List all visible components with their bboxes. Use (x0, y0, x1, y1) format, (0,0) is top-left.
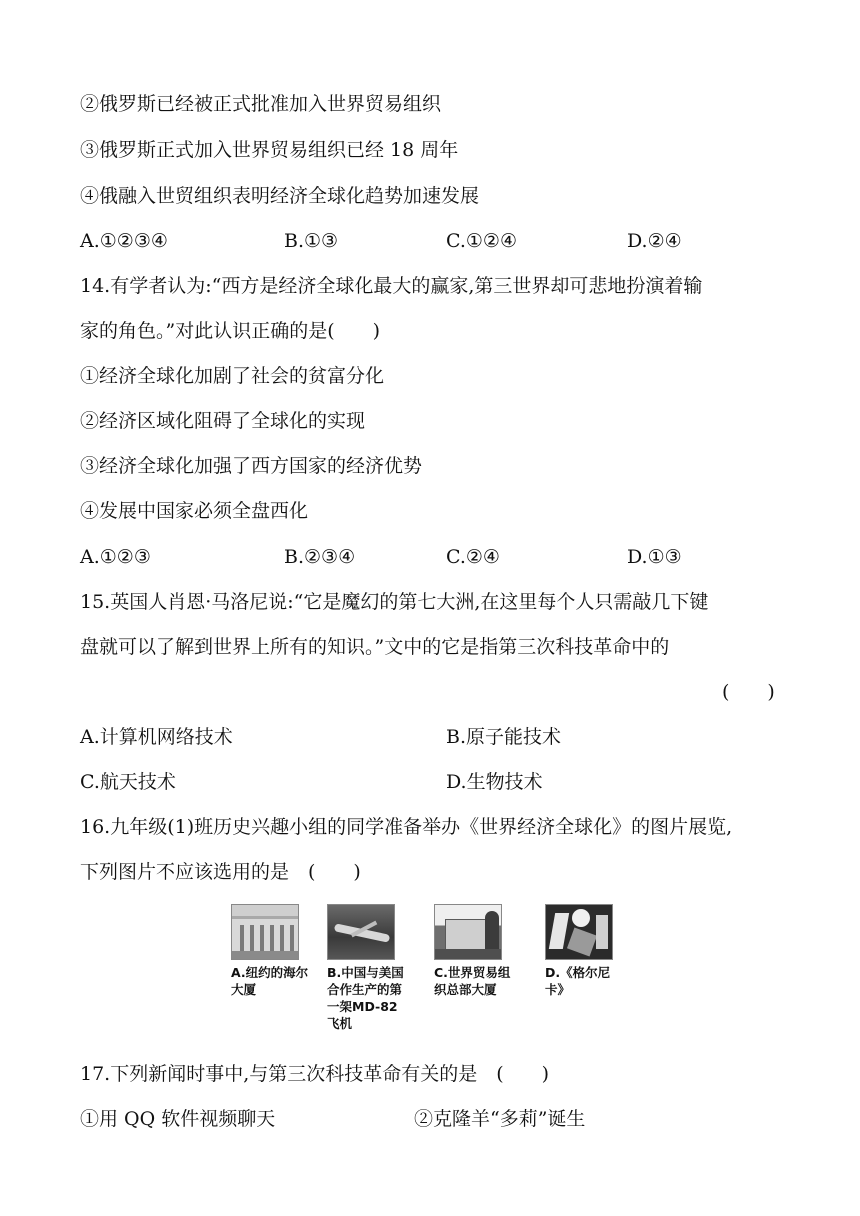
q16-stem-line2: 下列图片不应该选用的是 ( ) (80, 861, 361, 883)
airplane-photo-icon (327, 904, 395, 960)
q15-stem-line1: 15.英国人肖恩·马洛尼说:“它是魔幻的第七大洲,在这里每个人只需敲几下键 (80, 591, 709, 613)
building-photo-icon (231, 904, 299, 960)
q17-stem: 17.下列新闻时事中,与第三次科技革命有关的是 ( ) (80, 1063, 550, 1085)
q14-item-1: ①经济全球化加剧了社会的贫富分化 (80, 365, 385, 387)
q15-option-c[interactable]: C.航天技术 (80, 771, 176, 793)
q13-option-a[interactable]: A.①②③④ (80, 230, 168, 252)
q16-picture-b-caption: B.中国与美国合作生产的第一架MD-82飞机 (327, 965, 404, 1031)
q13-item-4: ④俄融入世贸组织表明经济全球化趋势加速发展 (80, 185, 480, 207)
q16-picture-a[interactable] (231, 904, 309, 998)
q13-option-c[interactable]: C.①②④ (446, 230, 517, 252)
wto-building-photo-icon (434, 904, 502, 960)
q14-option-a[interactable]: A.①②③ (80, 546, 151, 568)
q13-item-3: ③俄罗斯正式加入世界贸易组织已经 18 周年 (80, 139, 459, 161)
q14-option-b[interactable]: B.②③④ (284, 546, 356, 568)
q14-item-2: ②经济区域化阻碍了全球化的实现 (80, 410, 366, 432)
q14-option-c[interactable]: C.②④ (446, 546, 500, 568)
q16-picture-a-caption: A.纽约的海尔大厦 (231, 965, 309, 997)
painting-photo-icon (545, 904, 613, 960)
q14-stem-line1: 14.有学者认为:“西方是经济全球化最大的赢家,第三世界却可悲地扮演着输 (80, 275, 703, 297)
q15-stem-line2: 盘就可以了解到世界上所有的知识。”文中的它是指第三次科技革命中的 (80, 636, 670, 658)
q15-option-a[interactable]: A.计算机网络技术 (80, 726, 233, 748)
q13-option-b[interactable]: B.①③ (284, 230, 339, 252)
q15-answer-bracket[interactable]: ( ) (722, 681, 775, 703)
q15-option-b[interactable]: B.原子能技术 (446, 726, 562, 748)
q16-picture-d-caption: D.《格尔尼卡》 (545, 965, 611, 997)
q16-picture-b[interactable] (327, 904, 405, 1032)
q16-stem-line1: 16.九年级(1)班历史兴趣小组的同学准备举办《世界经济全球化》的图片展览, (80, 816, 733, 838)
q13-item-2: ②俄罗斯已经被正式批准加入世界贸易组织 (80, 93, 442, 115)
q15-option-d[interactable]: D.生物技术 (446, 771, 543, 793)
q14-stem-line2: 家的角色。”对此认识正确的是( ) (80, 320, 381, 342)
q13-option-d[interactable]: D.②④ (627, 230, 682, 252)
q17-item-1: ①用 QQ 软件视频聊天 (80, 1108, 276, 1130)
q14-option-d[interactable]: D.①③ (627, 546, 682, 568)
q14-item-3: ③经济全球化加强了西方国家的经济优势 (80, 455, 423, 477)
q17-item-2: ②克隆羊“多莉”诞生 (414, 1108, 586, 1130)
q16-picture-d[interactable] (545, 904, 623, 998)
q16-picture-c[interactable] (434, 904, 512, 998)
q14-item-4: ④发展中国家必须全盘西化 (80, 500, 309, 522)
q16-picture-c-caption: C.世界贸易组织总部大厦 (434, 965, 511, 997)
